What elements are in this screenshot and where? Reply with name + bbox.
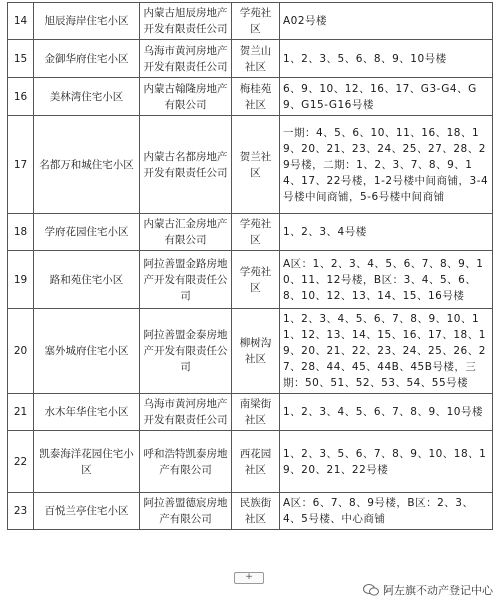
community-name: 西花园社区 <box>232 431 280 493</box>
building-list: 6、9、10、12、16、17、G3-G4、G9、G15-G16号楼 <box>280 78 493 116</box>
table-row <box>8 394 493 431</box>
community-name: 学苑社区 <box>232 214 280 251</box>
community-name: 学苑社区 <box>232 251 280 309</box>
table-row <box>8 116 493 214</box>
wechat-icon <box>363 584 379 596</box>
row-number: 23 <box>8 493 34 530</box>
developer-name: 呼和浩特凯泰房地产有限公司 <box>140 431 232 493</box>
developer-name: 阿拉善盟德宸房地产有限公司 <box>140 493 232 530</box>
row-number: 14 <box>8 3 34 40</box>
building-list: A区：1、2、3、4、5、6、7、8、9、10、11、12号楼，B区：3、4、5、6、8、10、12、13、14、15、16号楼 <box>280 251 493 309</box>
project-name: 水木年华住宅小区 <box>34 394 140 431</box>
table-row <box>8 214 493 251</box>
project-name: 百悦兰亭住宅小区 <box>34 493 140 530</box>
registration-table <box>7 2 493 530</box>
developer-name: 内蒙古旭辰房地产开发有限责任公司 <box>140 3 232 40</box>
project-name: 凯泰海洋花园住宅小区 <box>34 431 140 493</box>
building-list: 1、2、3、5、6、8、9、10号楼 <box>280 40 493 78</box>
project-name: 路和苑住宅小区 <box>34 251 140 309</box>
table-row <box>8 493 493 530</box>
developer-name: 内蒙古汇金房地产有限公司 <box>140 214 232 251</box>
community-name: 柳树沟社区 <box>232 309 280 394</box>
community-name: 梅桂苑社区 <box>232 78 280 116</box>
developer-name: 阿拉善盟金路房地产开发有限责任公司 <box>140 251 232 309</box>
community-name: 南梁街社区 <box>232 394 280 431</box>
project-name: 塞外城府住宅小区 <box>34 309 140 394</box>
row-number: 19 <box>8 251 34 309</box>
watermark <box>363 582 493 598</box>
developer-name: 乌海市黄河房地产开发有限责任公司 <box>140 40 232 78</box>
table-row <box>8 40 493 78</box>
row-number: 17 <box>8 116 34 214</box>
row-number: 21 <box>8 394 34 431</box>
building-list: A区：6、7、8、9号楼，B区：2、3、4、5号楼、中心商铺 <box>280 493 493 530</box>
project-name: 学府花园住宅小区 <box>34 214 140 251</box>
project-name: 美林湾住宅小区 <box>34 78 140 116</box>
row-number: 22 <box>8 431 34 493</box>
row-number: 20 <box>8 309 34 394</box>
row-number: 16 <box>8 78 34 116</box>
developer-name: 内蒙古翰隆房地产有限公司 <box>140 78 232 116</box>
project-name: 金御华府住宅小区 <box>34 40 140 78</box>
table-row <box>8 3 493 40</box>
developer-name: 乌海市黄河房地产开发有限责任公司 <box>140 394 232 431</box>
community-name: 民族街社区 <box>232 493 280 530</box>
project-name: 旭辰海岸住宅小区 <box>34 3 140 40</box>
row-number: 18 <box>8 214 34 251</box>
community-name: 学苑社区 <box>232 3 280 40</box>
table-row <box>8 431 493 493</box>
row-number: 15 <box>8 40 34 78</box>
developer-name: 内蒙古名都房地产开发有限责任公司 <box>140 116 232 214</box>
community-name: 贺兰社区 <box>232 116 280 214</box>
community-name: 贺兰山社区 <box>232 40 280 78</box>
table-body <box>8 3 493 530</box>
building-list: 1、2、3、5、6、7、8、9、10、18、19、20、21、22号楼 <box>280 431 493 493</box>
building-list: 一期：4、5、6、10、11、16、18、19、20、21、23、24、25、27、28、29号楼，二期：1、2、3、7、8、9、14、17、22号楼，1-2号楼中间商铺，3-4号楼中间商铺，5-6号楼中间商铺 <box>280 116 493 214</box>
expand-button[interactable]: + <box>234 572 264 584</box>
watermark-text: 阿左旗不动产登记中心 <box>383 584 493 597</box>
developer-name: 阿拉善盟金泰房地产开发有限责任公司 <box>140 309 232 394</box>
table-row <box>8 309 493 394</box>
table-row <box>8 251 493 309</box>
table-row <box>8 78 493 116</box>
building-list: 1、2、3、4号楼 <box>280 214 493 251</box>
building-list: A02号楼 <box>280 3 493 40</box>
project-name: 名都万和城住宅小区 <box>34 116 140 214</box>
building-list: 1、2、3、4、5、6、7、8、9、10号楼 <box>280 394 493 431</box>
building-list: 1、2、3、4、5、6、7、8、9、10、11、12、13、14、15、16、17、18、19、20、21、22、23、24、25、26、27、28、44、45、44B、45B号楼，三期：50、51、52、53、54、55号楼 <box>280 309 493 394</box>
